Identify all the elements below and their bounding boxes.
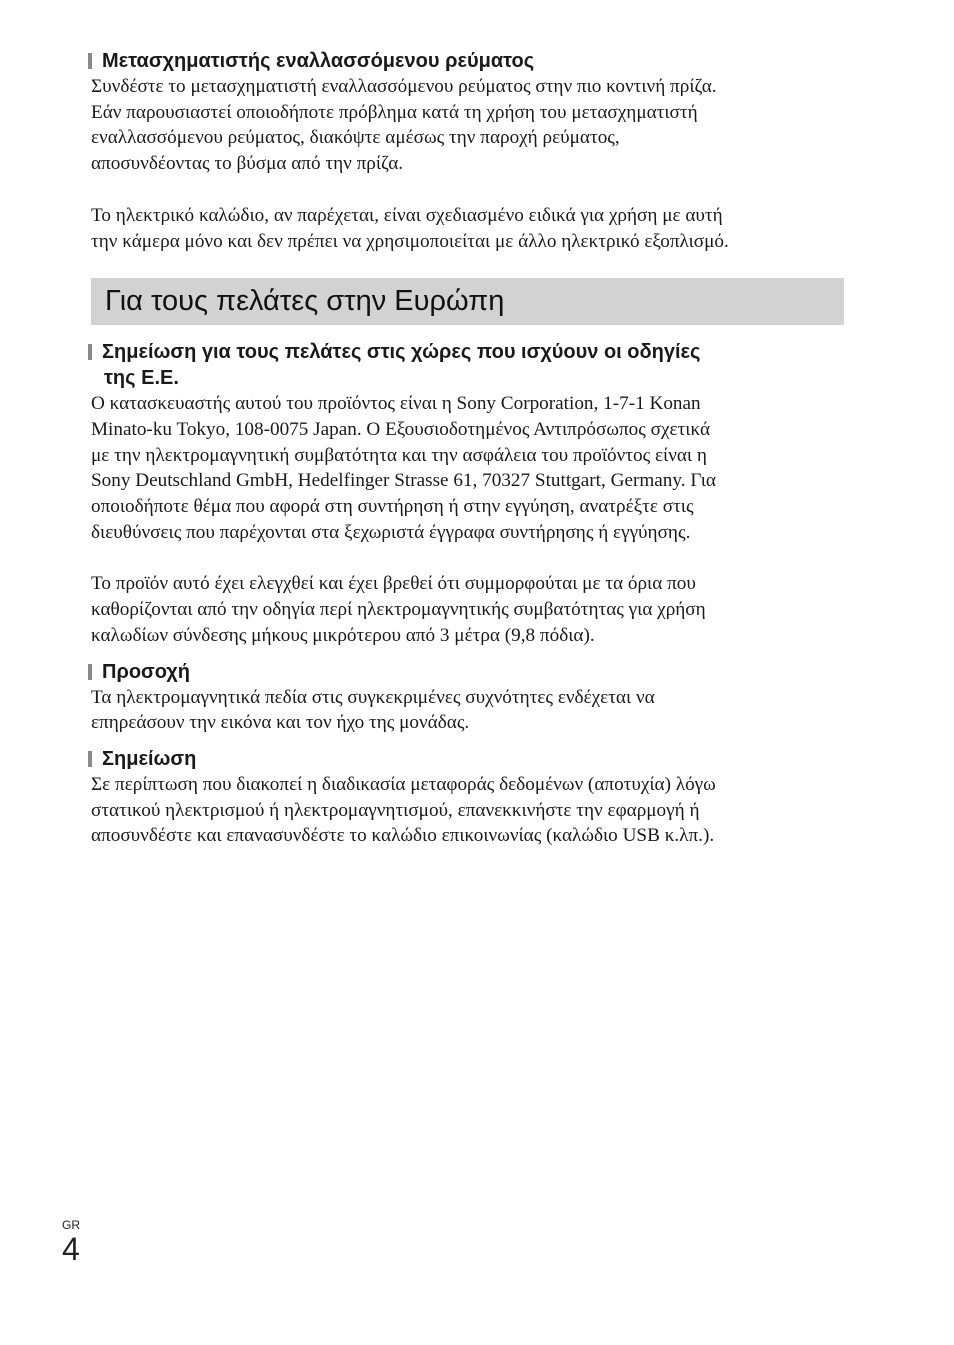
- emc-compliance-paragraph: Το προϊόν αυτό έχει ελεγχθεί και έχει βρεθεί ότι συμμορφούται με τα όρια που καθορίζονται από την οδηγία περί ηλεκτρομαγνητικής συμβατότητας για χρήση καλωδίων σύνδεσης μήκους μικρότερου από 3 μέτρα (9,8 πόδια).: [91, 573, 706, 646]
- heading-marker: [88, 664, 92, 680]
- language-code: GR: [62, 1218, 80, 1232]
- page-number: 4: [62, 1231, 80, 1267]
- note-paragraph: Σε περίπτωση που διακοπεί η διαδικασία μεταφοράς δεδομένων (αποτυχία) λόγω στατικού ηλεκτρισμού ή ηλεκτρομαγνητισμού, επανεκκινήστε την εφαρμογή ή αποσυνδέστε και επανασυνδέστε το καλώδιο επικοινωνίας (καλώδιο USB κ.λπ.).: [91, 773, 716, 847]
- subheading-text: Σημείωση: [102, 747, 197, 770]
- caution-paragraph: Τα ηλεκτρομαγνητικά πεδία στις συγκεκριμένες συχνότητες ενδέχεται να επηρεάσουν την εικόνα και τον ήχο της μονάδας.: [91, 686, 655, 734]
- subheading-caution: [88, 659, 851, 685]
- page-content: [91, 48, 851, 849]
- section-title-band: [91, 278, 844, 325]
- subheading-ac-adaptor: [88, 48, 851, 74]
- manufacturer-paragraph: Ο κατασκευαστής αυτού του προϊόντος είναι η Sony Corporation, 1-7-1 Konan Minato-ku Tokyo, 108-0075 Japan. Ο Εξουσιοδοτημένος Αντιπρόσωπος σχετικά με την ηλεκτρομαγνητική συμβατότητα και την ασφάλεια του προϊόντος είναι η Sony Deutschland GmbH, Hedelfinger Strasse 61, 70327 Stuttgart, Germany. Για οποιοδήποτε θέμα που αφορά στη συντήρηση ή στην εγγύηση, ανατρέξτε στις διευθύνσεις που παρέχονται στα ξεχωριστά έγγραφα συντήρησης ή εγγύησης.: [91, 393, 716, 543]
- subheading-text: Σημείωση για τους πελάτες στις χώρες που ισχύουν οι οδηγίες: [102, 341, 701, 364]
- subheading-text-line-2: της Ε.Ε.: [104, 367, 179, 390]
- ac-adaptor-paragraph-1: Συνδέστε το μετασχηματιστή εναλλασσόμενου ρεύματος στην πιο κοντινή πρίζα. Εάν παρουσιαστεί οποιοδήποτε πρόβλημα κατά τη χρήση του μετασχηματιστή εναλλασσόμενου ρεύματος, διακόψτε αμέσως την παροχή ρεύματος, αποσυνδέοντας το βύσμα από την πρίζα.: [91, 76, 717, 175]
- subheading-text: Μετασχηματιστής εναλλασσόμενου ρεύματος: [102, 50, 535, 72]
- subheading-text: Προσοχή: [102, 660, 190, 683]
- subheading-note: [88, 746, 851, 772]
- ac-adaptor-paragraph-2: Το ηλεκτρικό καλώδιο, αν παρέχεται, είναι σχεδιασμένο ειδικά για χρήση με αυτή την κάμερα μόνο και δεν πρέπει να χρησιμοποιείται με άλλο ηλεκτρικό εξοπλισμό.: [91, 204, 729, 252]
- heading-marker: [88, 344, 92, 360]
- heading-marker: [88, 53, 92, 69]
- subheading-eu-note: [88, 339, 851, 391]
- section-title: Για τους πελάτες στην Ευρώπη: [105, 285, 505, 318]
- page-footer: [62, 1218, 80, 1266]
- heading-marker: [88, 751, 92, 767]
